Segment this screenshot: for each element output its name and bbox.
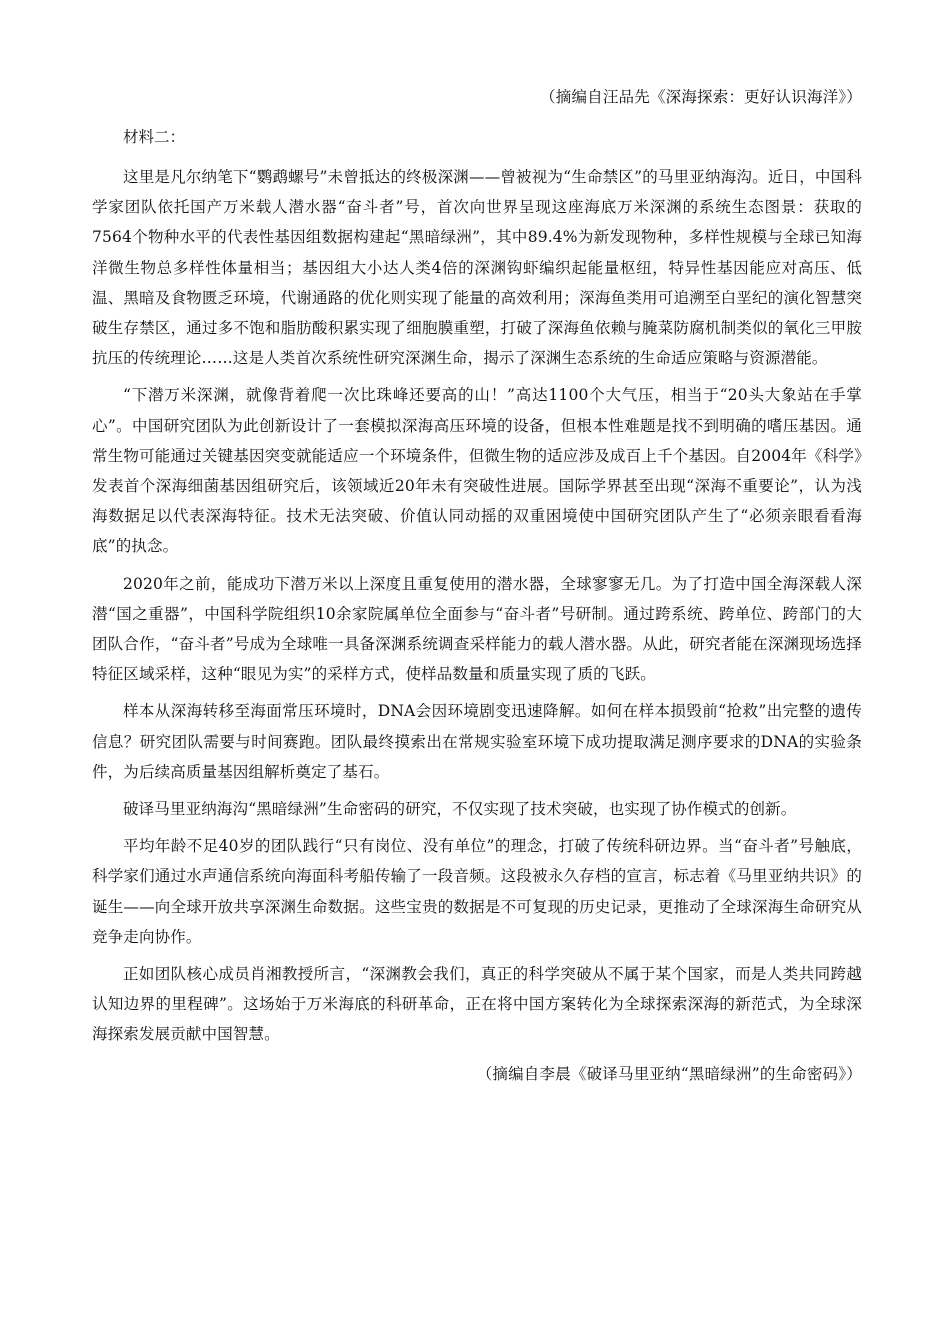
paragraph-1: 这里是凡尔纳笔下“鹦鹉螺号”未曾抵达的终极深渊——曾被视为“生命禁区”的马里亚纳海沟。近日，中国科学家团队依托国产万米载人潜水器“奋斗者”号，首次向世界呈现这座海底万米深渊的系统生态图景：获取的7564个物种水平的代表性基因组数据构建起“黑暗绿洲”，其中89.4%为新发现物种，多样性规模与全球已知海洋微生物总多样性体量相当；基因组大小达人类4倍的深渊钩虾编织起能量枢纽，特异性基因能应对高压、低温、黑暗及食物匮乏环境，代谢通路的优化则实现了能量的高效利用；深海鱼类用可追溯至白垩纪的演化智慧突破生存禁区，通过多不饱和脂肪酸积累实现了细胞膜重塑，打破了深海鱼依赖与腌菜防腐机制类似的氧化三甲胺抗压的传统理论……这是人类首次系统性研究深渊生命，揭示了深渊生态系统的生命适应策略与资源潜能。 <box>92 168 862 368</box>
source-citation-bottom: （摘编自李晨《破译马里亚纳“黑暗绿洲”的生命密码》） <box>476 1064 862 1083</box>
paragraph-7: 正如团队核心成员肖湘教授所言，“深渊教会我们，真正的科学突破从不属于某个国家，而是人类共同跨越认知边界的里程碑”。这场始于万米海底的科研革命，正在将中国方案转化为全球探索深海的新范式，为全球深海探索发展贡献中国智慧。 <box>92 965 862 1044</box>
paragraph-6: 平均年龄不足40岁的团队践行“只有岗位、没有单位”的理念，打破了传统科研边界。当“奋斗者”号触底，科学家们通过水声通信系统向海面科考船传输了一段音频。这段被永久存档的宣言，标志着《马里亚纳共识》的诞生——向全球开放共享深渊生命数据。这些宝贵的数据是不可复现的历史记录，更推动了全球深海生命研究从竞争走向协作。 <box>92 837 862 946</box>
paragraph-3: 2020年之前，能成功下潜万米以上深度且重复使用的潜水器，全球寥寥无几。为了打造中国全海深载人深潜“国之重器”，中国科学院组织10余家院属单位全面参与“奋斗者”号研制。通过跨系统、跨单位、跨部门的大团队合作，“奋斗者”号成为全球唯一具备深渊系统调查采样能力的载人潜水器。从此，研究者能在深渊现场选择特征区域采样，这种“眼见为实”的采样方式，使样品数量和质量实现了质的飞跃。 <box>92 574 862 684</box>
paragraph-2: “下潜万米深渊，就像背着爬一次比珠峰还要高的山！”高达1100个大气压，相当于“20头大象站在手掌心”。中国研究团队为此创新设计了一套模拟深海高压环境的设备，但根本性难题是找不到明确的嗜压基因。通常生物可能通过关键基因突变就能适应一个环境条件，但微生物的适应涉及成百上千个基因。自2004年《科学》发表首个深海细菌基因组研究后，该领域近20年未有突破性进展。国际学界甚至出现“深海不重要论”，认为浅海数据足以代表深海特征。技术无法突破、价值认同动摇的双重困境使中国研究团队产生了“必须亲眼看看海底”的执念。 <box>92 386 862 556</box>
source-citation-top: （摘编自汪品先《深海探索：更好认识海洋》） <box>540 88 862 106</box>
paragraph-4: 样本从深海转移至海面常压环境时，DNA会因环境剧变迅速降解。如何在样本损毁前“抢救”出完整的遗传信息？研究团队需要与时间赛跑。团队最终摸索出在常规实验室环境下成功提取满足测序要求的DNA的实验条件，为后续高质量基因组解析奠定了基石。 <box>92 702 862 781</box>
paragraph-5: 破译马里亚纳海沟“黑暗绿洲”生命密码的研究，不仅实现了技术突破，也实现了协作模式的创新。 <box>123 800 797 819</box>
document-page <box>92 83 862 1088</box>
material-heading: 材料二： <box>123 128 186 146</box>
